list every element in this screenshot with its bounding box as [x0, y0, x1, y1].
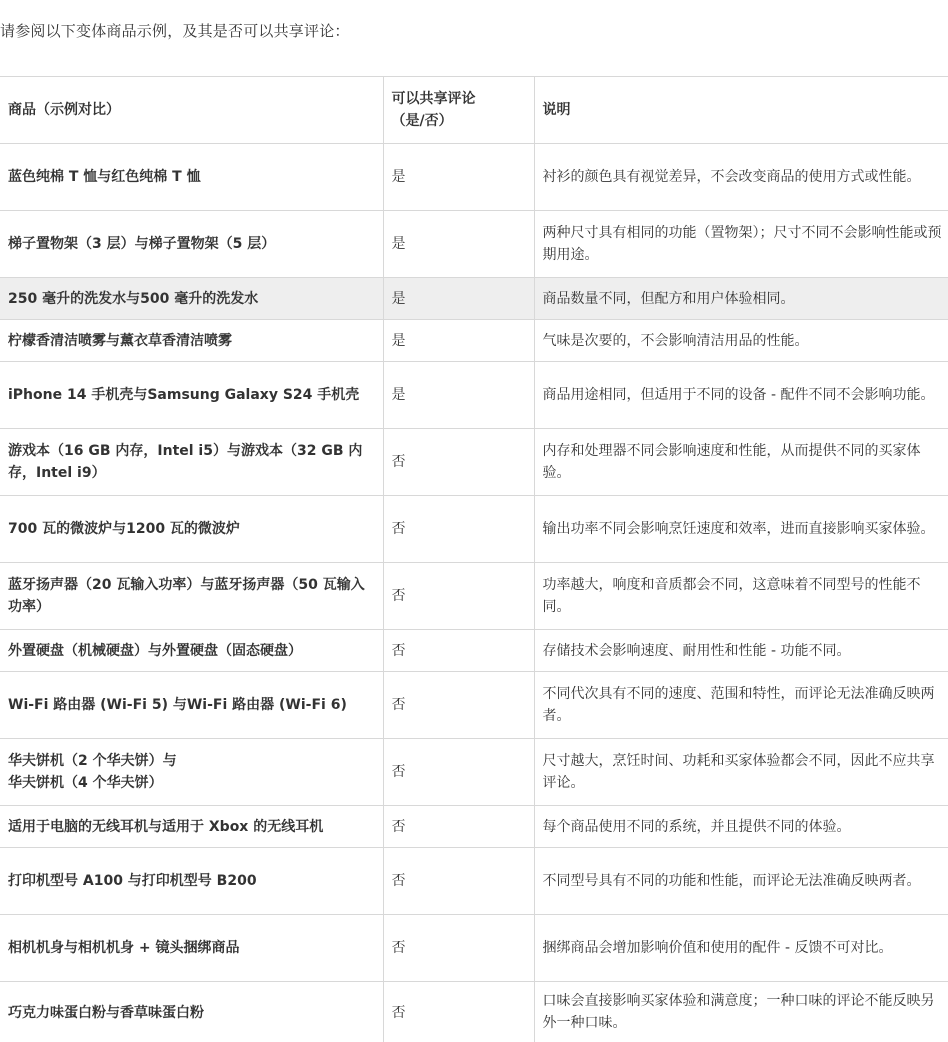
share-cell: 是: [383, 362, 534, 429]
share-cell: 是: [383, 211, 534, 278]
note-cell: 商品数量不同，但配方和用户体验相同。: [534, 278, 948, 320]
table-header-row: [0, 77, 948, 144]
table-row: [0, 429, 948, 496]
share-cell: 否: [383, 672, 534, 739]
product-cell: Wi-Fi 路由器 (Wi-Fi 5) 与Wi-Fi 路由器 (Wi-Fi 6): [0, 672, 383, 739]
table-row: [0, 848, 948, 915]
table-row: [0, 278, 948, 320]
product-cell: 相机机身与相机机身 + 镜头捆绑商品: [0, 915, 383, 982]
table-row: [0, 563, 948, 630]
note-cell: 商品用途相同，但适用于不同的设备 - 配件不同不会影响功能。: [534, 362, 948, 429]
table-row: [0, 806, 948, 848]
product-cell: 蓝牙扬声器（20 瓦输入功率）与蓝牙扬声器（50 瓦输入功率）: [0, 563, 383, 630]
table-row: [0, 496, 948, 563]
note-cell: 输出功率不同会影响烹饪速度和效率，进而直接影响买家体验。: [534, 496, 948, 563]
table-row: [0, 630, 948, 672]
note-cell: 尺寸越大，烹饪时间、功耗和买家体验都会不同，因此不应共享评论。: [534, 739, 948, 806]
note-cell: 内存和处理器不同会影响速度和性能，从而提供不同的买家体验。: [534, 429, 948, 496]
share-cell: 否: [383, 848, 534, 915]
note-cell: 衬衫的颜色具有视觉差异，不会改变商品的使用方式或性能。: [534, 144, 948, 211]
table-row: [0, 915, 948, 982]
product-cell: iPhone 14 手机壳与Samsung Galaxy S24 手机壳: [0, 362, 383, 429]
product-cell: 游戏本（16 GB 内存，Intel i5）与游戏本（32 GB 内存，Intel i9）: [0, 429, 383, 496]
header-share: [383, 77, 534, 144]
note-cell: 两种尺寸具有相同的功能（置物架）；尺寸不同不会影响性能或预期用途。: [534, 211, 948, 278]
note-cell: 口味会直接影响买家体验和满意度；一种口味的评论不能反映另外一种口味。: [542, 993, 935, 1031]
header-share-label: 可以共享评论 （是/否）: [391, 91, 476, 129]
table-row: [0, 362, 948, 429]
header-note: 说明: [534, 77, 948, 144]
share-cell: 是: [383, 144, 534, 211]
product-cell: 外置硬盘（机械硬盘）与外置硬盘（固态硬盘）: [0, 630, 383, 672]
table-row: [0, 320, 948, 362]
product-cell: 打印机型号 A100 与打印机型号 B200: [0, 848, 383, 915]
share-cell: 否: [383, 915, 534, 982]
header-product: 商品（示例对比）: [0, 77, 383, 144]
table-row: [0, 144, 948, 211]
note-cell: 不同代次具有不同的速度、范围和特性，而评论无法准确反映两者。: [534, 672, 948, 739]
note-cell: 不同型号具有不同的功能和性能，而评论无法准确反映两者。: [534, 848, 948, 915]
share-cell: 否: [383, 563, 534, 630]
product-cell: 巧克力味蛋白粉与香草味蛋白粉: [0, 982, 383, 1042]
share-cell: 否: [383, 630, 534, 672]
table-row: [0, 211, 948, 278]
share-cell: 否: [383, 496, 534, 563]
share-cell: 是: [383, 278, 534, 320]
product-cell: 华夫饼机（2 个华夫饼）与 华夫饼机（4 个华夫饼）: [0, 739, 383, 806]
variant-review-table: [0, 76, 948, 1042]
note-cell: 气味是次要的，不会影响清洁用品的性能。: [534, 320, 948, 362]
share-cell: 是: [383, 320, 534, 362]
product-cell: 250 毫升的洗发水与500 毫升的洗发水: [0, 278, 383, 320]
product-cell: 柠檬香清洁喷雾与薰衣草香清洁喷雾: [0, 320, 383, 362]
product-cell: 适用于电脑的无线耳机与适用于 Xbox 的无线耳机: [0, 806, 383, 848]
note-cell: 存储技术会影响速度、耐用性和性能 - 功能不同。: [534, 630, 948, 672]
note-cell: 捆绑商品会增加影响价值和使用的配件 - 反馈不可对比。: [534, 915, 948, 982]
note-cell: 每个商品使用不同的系统，并且提供不同的体验。: [534, 806, 948, 848]
intro-text: 请参阅以下变体商品示例，及其是否可以共享评论：: [0, 22, 350, 40]
share-cell: 否: [383, 429, 534, 496]
table-row: [0, 739, 948, 806]
product-cell: 梯子置物架（3 层）与梯子置物架（5 层）: [0, 211, 383, 278]
note-cell: 功率越大，响度和音质都会不同，这意味着不同型号的性能不同。: [534, 563, 948, 630]
product-cell: 700 瓦的微波炉与1200 瓦的微波炉: [0, 496, 383, 563]
table-row: [0, 672, 948, 739]
share-cell: 否: [383, 806, 534, 848]
share-cell: 否: [383, 739, 534, 806]
table-row: [0, 982, 948, 1042]
product-cell: 蓝色纯棉 T 恤与红色纯棉 T 恤: [0, 144, 383, 211]
share-cell: 否: [383, 982, 534, 1042]
